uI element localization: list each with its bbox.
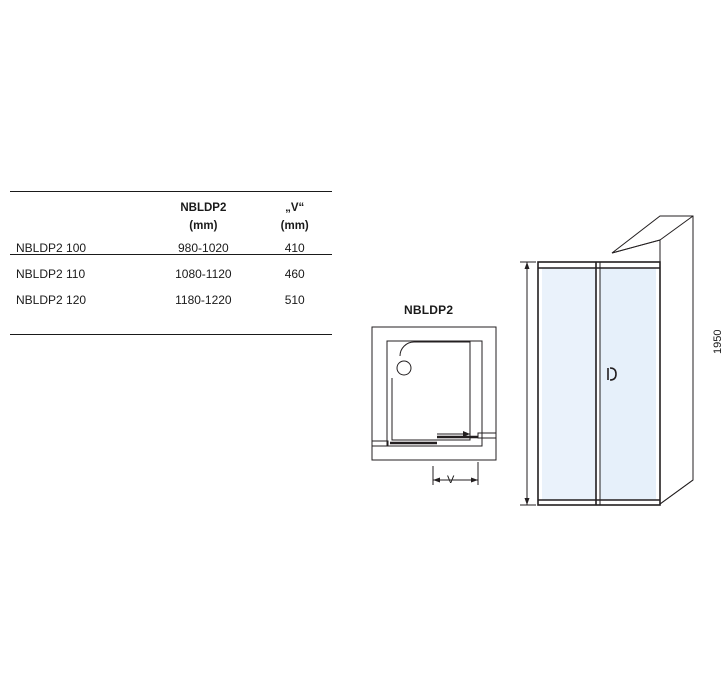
cell-dimension: 980-1020 [178, 241, 229, 255]
table-row [10, 287, 332, 313]
header-v-unit: (mm) [280, 219, 309, 232]
cell-product-name: NBLDP2 110 [16, 267, 86, 281]
table-row [10, 261, 332, 287]
side-view-height-label: 1950 [712, 329, 724, 354]
header-dimension-unit: (mm) [189, 219, 218, 232]
table-header-row [10, 192, 332, 216]
table-row [10, 235, 332, 261]
header-product [10, 192, 149, 216]
header-product-unit [10, 216, 149, 235]
front-view-title: NBLDP2 [404, 303, 454, 317]
table-body [10, 235, 332, 313]
table-rule-bottom [10, 334, 332, 335]
cell-dimension: 1080-1120 [175, 267, 232, 281]
front-view-group [372, 327, 496, 485]
cell-v: 410 [284, 241, 305, 255]
header-dimension: NBLDP2 [180, 201, 227, 214]
header-v: „V“ [285, 201, 305, 214]
cell-v: 510 [284, 293, 305, 307]
front-view-dimension-label: V [447, 474, 455, 486]
cell-dimension: 1180-1220 [175, 293, 232, 307]
table-header [10, 192, 332, 235]
cell-product-name: NBLDP2 100 [16, 241, 87, 255]
specification-table [10, 192, 332, 313]
cell-v: 460 [284, 267, 305, 281]
cell-product-name: NBLDP2 120 [16, 293, 87, 307]
table-unit-row [10, 216, 332, 235]
perspective-view-group [520, 216, 693, 505]
